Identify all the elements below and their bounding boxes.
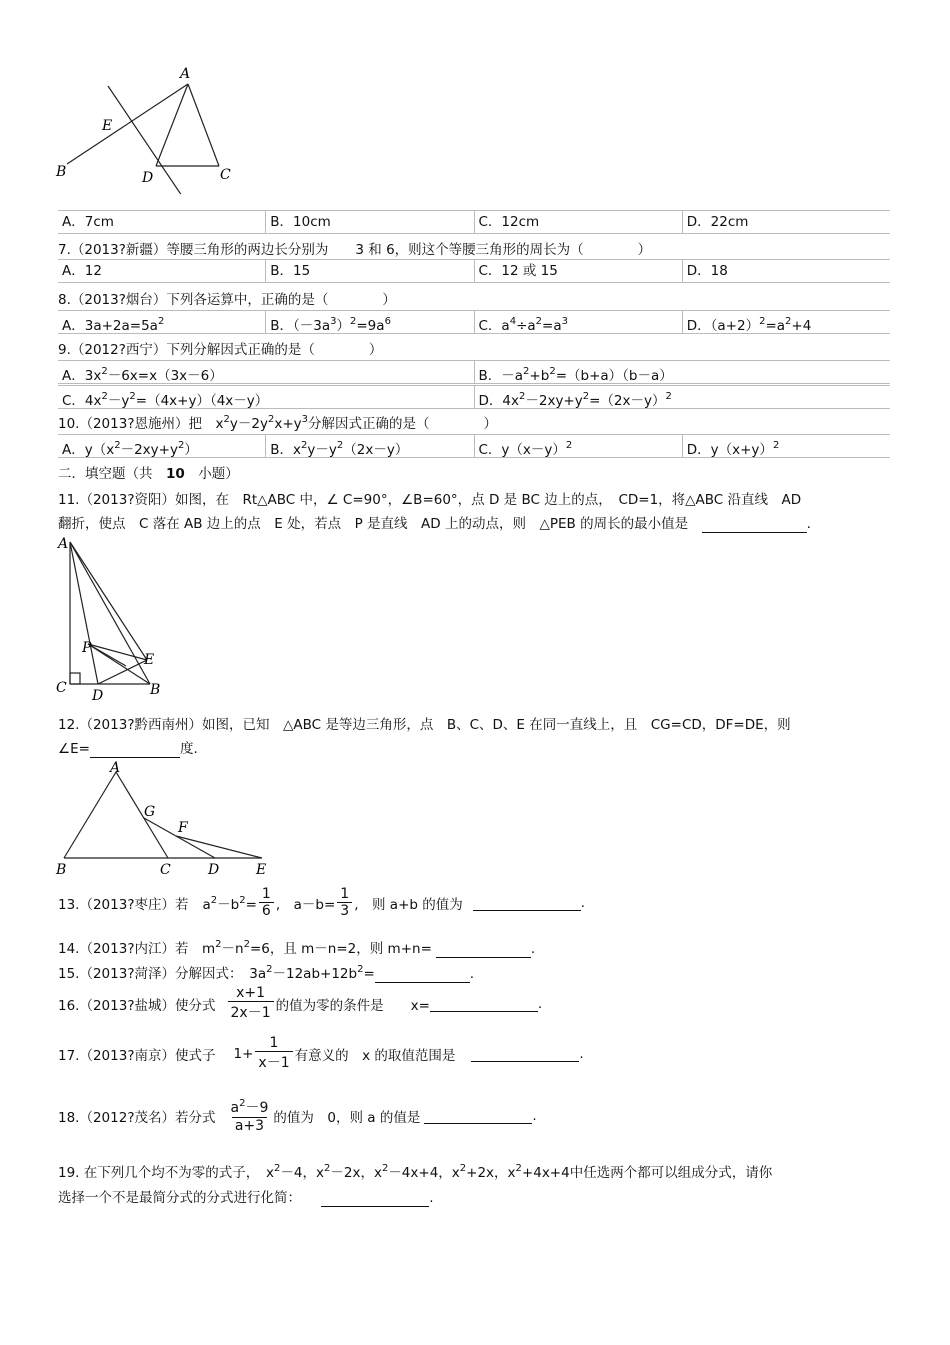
label-d: D [142, 170, 154, 186]
label-d-3: D [208, 862, 220, 878]
label-c-2: C [56, 680, 67, 696]
q19-line2-text: 选择一个不是最简分式的分式进行化简： [58, 1190, 295, 1206]
label-b-2: B [150, 682, 161, 698]
q7-stem: 7.（2013?新疆）等腰三角形的两边长分别为 3 和 6，则这个等腰三角形的周长为（ ） [58, 242, 652, 258]
q9-option-b[interactable]: B．$-a^2+b^2=(b+a)(b-a)$ [474, 361, 891, 383]
q16-frac [228, 985, 274, 1022]
section-2-title-text: 二．填空题（共 [58, 466, 153, 482]
q16-frac-num: x+1 [236, 985, 266, 1001]
q12-line2-post: 度. [179, 741, 198, 757]
section-2-count: 10 [166, 466, 185, 482]
q10-option-c[interactable]: C．$y(x-y)^2$ [474, 435, 682, 457]
label-p: P [82, 640, 92, 656]
q17-answer-blank[interactable] [471, 1045, 579, 1062]
q11-line1: 11.（2013?资阳）如图，在 Rt△ABC 中，∠ C=90°，∠B=60°，点 D 是 BC 边上的点， CD=1，将△ABC 沿直线 AD [58, 492, 802, 508]
q16-answer-blank[interactable] [430, 995, 538, 1012]
label-e-2: E [144, 652, 155, 668]
label-f: F [178, 820, 188, 836]
q9-option-a[interactable]: A．$3x^2-6x=x(3x-6)$ [62, 366, 223, 384]
q7-option-a[interactable]: A．12 [62, 263, 102, 279]
q16-post: 的值为零的条件是 x= [275, 997, 430, 1014]
label-d-2: D [92, 688, 104, 702]
q6-option-b[interactable]: B．10cm [265, 211, 473, 233]
section-2-suffix: 小题） [198, 466, 239, 482]
label-e: E [102, 118, 113, 134]
q13: 13.（2013?枣庄）若 $a^2-b^2=$ $\frac{1}{6}$ , a－b= $\frac{1}{3}$ , 则 a+b 的值为 . [58, 886, 586, 919]
q7-option-c[interactable]: C．12 或 15 [474, 260, 682, 282]
label-e-3: E [256, 862, 267, 878]
q11-line2: 翻折，使点 C 落在 AB 边上的点 E 处，若点 P 是直线 AD 上的动点，则 △PEB 的周长的最小值是 . [58, 516, 811, 532]
q19-line2: 选择一个不是最简分式的分式进行化简： . [58, 1190, 434, 1206]
section-2-title [58, 462, 239, 482]
q17-pre: 17.（2013?南京）使式子 [58, 1047, 216, 1064]
q9-options-row1 [58, 360, 890, 384]
label-c-3: C [160, 862, 171, 878]
q15-answer-blank[interactable] [375, 966, 470, 983]
q16-pre: 16.（2013?盐城）使分式 [58, 997, 216, 1014]
q6-option-d[interactable]: D．22cm [682, 211, 890, 233]
q19-line1-post: 中任选两个都可以组成分式，请你 [569, 1165, 773, 1181]
q11-line2-text: 翻折，使点 C 落在 AB 边上的点 E 处，若点 P 是直线 AD 上的动点，则 △PEB 的周长的最小值是 [58, 516, 689, 532]
figure-q5-triangle [52, 64, 242, 194]
q14-answer-blank[interactable] [436, 941, 531, 958]
q8-option-b[interactable]: B．$(-3a^3)^2=9a^6$ [265, 311, 473, 333]
q13-answer-blank[interactable] [473, 894, 581, 911]
label-b-3: B [56, 862, 67, 878]
q19-line1: 19. 在下列几个均不为零的式子， $x^2-4$，$x^2-2x$，$x^2-4x+4$，$x^2+2x$，$x^2+4x+4$中任选两个都可以组成分式，请你 [58, 1163, 773, 1181]
label-a-2: A [58, 536, 69, 552]
q6-option-a[interactable]: A．7cm [62, 214, 114, 230]
q19-answer-blank[interactable] [321, 1190, 429, 1207]
q7-option-b[interactable]: B．15 [265, 260, 473, 282]
q18-pre: 18.（2012?茂名）若分式 [58, 1109, 216, 1126]
q18-frac-den: a+3 [232, 1117, 267, 1134]
figure-q12-triangle [52, 756, 282, 880]
label-c: C [220, 167, 231, 183]
q6-option-c[interactable]: C．12cm [474, 211, 682, 233]
q16-frac-den: 2x－1 [228, 1001, 274, 1022]
q14-pre: 14.（2013?内江）若 [58, 941, 189, 957]
figure-q11-triangle [52, 532, 172, 702]
q10-stem-post: 分解因式正确的是（ ） [308, 416, 497, 432]
q17-frac-num: 1 [269, 1035, 279, 1051]
q19-line1-pre: 19. 在下列几个均不为零的式子， [58, 1165, 253, 1181]
q13-post: 则 a+b 的值为 [372, 896, 463, 913]
q16: 16.（2013?盐城）使分式 $\frac{x+1}{2x-1}$ 的值为零的条件是 x= . [58, 985, 543, 1021]
q7-option-d[interactable]: D．18 [682, 260, 890, 282]
q18-frac: $\frac{a^2-9}{a+3}$ [230, 1098, 269, 1134]
q12-line2 [58, 737, 198, 758]
q13-pre: 13.（2013?枣庄）若 [58, 896, 189, 913]
q11-answer-blank[interactable] [702, 516, 807, 533]
q18: 18.（2012?茂名）若分式 $\frac{a^2-9}{a+3}$ 的值为 0，则 a 的值是 . [58, 1098, 537, 1134]
q17: 17.（2013?南京）使式子 1+ $\frac{1}{x-1}$ 有意义的 x 的取值范围是 . [58, 1035, 584, 1071]
q9-option-d[interactable]: D．$4x^2-2xy+y^2=(2x-y)^2$ [474, 386, 891, 408]
q13-frac-2: $\frac{1}{3}$ [337, 886, 352, 919]
q8-option-d[interactable]: D．$(a+2)^2=a^2+4$ [682, 311, 890, 333]
q12-line1: 12.（2013?黔西南州）如图，已知 △ABC 是等边三角形，点 B、C、D、E 在同一直线上，且 CG=CD，DF=DE，则 [58, 717, 791, 733]
q18-answer-blank[interactable] [424, 1107, 532, 1124]
q10-option-d[interactable]: D．$y(x+y)^2$ [682, 435, 890, 457]
q17-frac [255, 1035, 292, 1072]
q9-options-row2 [58, 385, 890, 409]
label-a-3: A [110, 760, 121, 776]
q10-option-a[interactable]: A．$y(x^2-2xy+y^2)$ [62, 440, 198, 458]
q8-options [58, 310, 890, 334]
q17-frac-den: x－1 [255, 1051, 292, 1072]
q14-post: =6，且 m－n=2，则 m+n= [249, 941, 432, 957]
q10-stem-pre: 10.（2013?恩施州）把 [58, 416, 202, 432]
q17-post: 有意义的 x 的取值范围是 [294, 1047, 456, 1064]
q10-options [58, 434, 890, 458]
q6-options [58, 210, 890, 234]
q10-stem: 10.（2013?恩施州）把 $x^2y-2y^2x+y^3$分解因式正确的是（ ） [58, 414, 497, 432]
q8-option-a[interactable]: A．$3a+2a=5a^2$ [62, 316, 165, 334]
q9-stem: 9.（2012?西宁）下列分解因式正确的是（ ） [58, 342, 383, 358]
q15: 15.（2013?菏泽）分解因式： $3a^2-12ab+12b^2=$ . [58, 964, 475, 982]
label-g: G [144, 804, 156, 820]
label-b: B [56, 164, 67, 180]
q10-option-b[interactable]: B．$x^2y-y^2(2x-y)$ [265, 435, 473, 457]
q15-pre: 15.（2013?菏泽）分解因式： [58, 966, 236, 982]
q8-option-c[interactable]: C．$a^4\div a^2=a^3$ [474, 311, 682, 333]
q13-frac-1: $\frac{1}{6}$ [259, 886, 274, 919]
q12-line2-pre: ∠E= [58, 741, 90, 757]
q18-post: 的值为 0，则 a 的值是 [273, 1109, 421, 1126]
q14: 14.（2013?内江）若 $m^2-n^2=6$，且 m－n=2，则 m+n= . [58, 939, 536, 957]
q8-stem: 8.（2013?烟台）下列各运算中，正确的是（ ） [58, 292, 396, 308]
q7-options [58, 259, 890, 283]
label-a: A [180, 66, 191, 82]
q9-option-c[interactable]: C．$4x^2-y^2=(4x+y)(4x-y)$ [62, 391, 269, 409]
